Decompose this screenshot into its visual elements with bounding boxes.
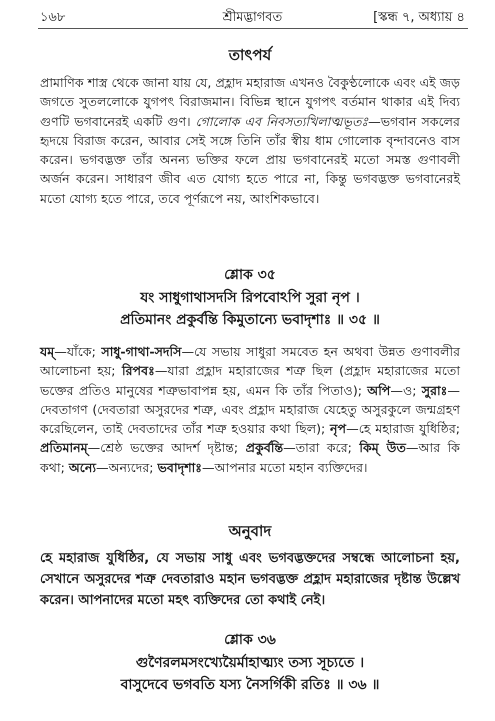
translation-section (40, 520, 460, 611)
purport-text-part-1: প্রামাণিক শাস্ত্র থেকে জানা যায় যে, প্রহ্লাদ মহারাজ এখনও বৈকুণ্ঠলোকে এবং এই জড় জগতে সুতললোকে যুগপৎ বিরাজমান। বিভিন্ন স্থানে যুগপৎ বর্তমান থাকার এই দিব্য গুণটি ভগবানেরই একটি গুণ। (40, 75, 460, 129)
synonym-meaning: —তারা করে; (283, 440, 360, 456)
purport-text (40, 73, 460, 208)
header-rule (38, 28, 468, 29)
running-header (40, 8, 465, 28)
synonym-word: ভবাদৃশাঃ (157, 459, 203, 475)
book-title: শ্রীমদ্ভাগবত (222, 10, 283, 25)
purport-text-part-2: —ভগবান সকলের হৃদয়ে বিরাজ করেন, আবার সেই সঙ্গে তিনি তাঁর স্বীয় ধাম গোলোক বৃন্দাবনেও বাস করেন। ভগবদ্ভক্ত তাঁর অনন্য ভক্তির ফলে প্রায় ভগবানেরই মতো সমস্ত গুণাবলী অর্জন করেন। সাধারণ জীব এত যোগ্য হতে পারে না, কিন্তু ভগবদ্ভক্ত ভগবানেরই মতো যোগ্য হতে পারে, তবে পূর্ণরূপে নয়, আংশিকভাবে। (40, 113, 460, 206)
verse-35-heading: শ্লোক ৩৫ (224, 267, 276, 283)
verse-36-line-1: গুণৈরলমসংখ্যেয়ৈর্মাহাত্ম্যং তস্য সূচ্যতে । (135, 655, 365, 671)
purport-heading: তাৎপর্য (228, 46, 272, 64)
verse-35-section (40, 263, 460, 331)
verse-35-line-2: প্রতিমানং প্রকুর্বন্তি কিমুতান্যে ভবাদৃশাঃ ॥ ৩৫ ॥ (120, 312, 380, 328)
synonym-word: প্রতিমানম্ (40, 440, 88, 456)
purport-section (40, 44, 460, 208)
verse-35-line-1: যং সাধুগাথাসদসি রিপবোঽপি সুরা নৃপ । (140, 290, 360, 306)
synonym-meaning: —যারা প্রহ্লাদ মহারাজের শত্রু ছিল (প্রহ্লাদ মহারাজের মতো ভক্তের প্রতিও মানুষের শত্রুভাবাপন্ন হয়, এমন কি তাঁর পিতাও); (40, 363, 460, 398)
synonym-meaning: —যাঁকে; (54, 344, 102, 359)
synonym-word: অপি (367, 382, 391, 398)
purport-italic-quote: গোলোক এব নিবসত্যখিলাত্মভূতঃ (195, 113, 369, 129)
synonym-word: রিপবঃ (122, 363, 155, 379)
synonym-word: অন্যে (68, 459, 97, 475)
synonym-word: যম্ (40, 344, 55, 359)
synonym-meaning: —অন্যদের; (96, 459, 158, 475)
synonym-word: সাধু-গাথা-সদসি (101, 344, 182, 359)
page-number: ১৬৮ (40, 10, 66, 25)
synonyms-text (40, 342, 460, 477)
synonym-meaning: —ও; (390, 382, 422, 398)
translation-heading: অনুবাদ (228, 522, 272, 540)
synonym-word: প্রকুর্বন্তি (245, 440, 284, 456)
verse-36-heading: শ্লোক ৩৬ (224, 632, 276, 648)
chapter-reference: [স্কন্ধ ৭, অধ্যায় ৪ (373, 10, 465, 25)
verse-36-line-2: বাসুদেবে ভগবতি যস্য নৈসর্গিকী রতিঃ ॥ ৩৬ ॥ (120, 677, 380, 693)
synonym-meaning: —আপনার মতো মহান ব্যক্তিদের। (202, 459, 368, 475)
synonym-meaning: —হে মহারাজ যুধিষ্ঠির; (346, 421, 461, 437)
synonym-meaning: —যে সভায় সাধুরা সমবেত হন অথবা উন্নত গুণাবলীর আলোচনা হয়; (40, 344, 460, 379)
synonym-meaning: —আর কি কথা; (40, 440, 460, 475)
synonym-word: নৃপ (330, 421, 347, 437)
translation-text: হে মহারাজ যুধিষ্ঠির, যে সভায় সাধু এবং ভগবদ্ভক্তদের সম্বন্ধে আলোচনা হয়, সেখানে অসুরদের শত্রু দেবতারাও মহান ভগবদ্ভক্ত প্রহ্লাদ মহারাজের দৃষ্টান্ত উল্লেখ করেন। আপনাদের মতো মহৎ ব্যক্তিদের তো কথাই নেই। (40, 551, 460, 608)
synonym-word: সুরাঃ (421, 382, 448, 398)
synonyms-section (40, 342, 460, 477)
verse-36-section (40, 628, 460, 696)
synonym-meaning: —শ্রেষ্ঠ ভক্তের আদর্শ দৃষ্টান্ত; (87, 440, 246, 456)
synonym-meaning: —দেবতাগণ (দেবতারা অসুরদের শত্রু, এবং প্রহ্লাদ মহারাজ যেহেতু অসুরকুলে জন্মগ্রহণ করেছিলেন, তাই দেবতাদের তাঁর শত্রু হওয়ার কথা ছিল); (40, 382, 460, 437)
synonym-word: কিম্ উত (359, 440, 406, 456)
